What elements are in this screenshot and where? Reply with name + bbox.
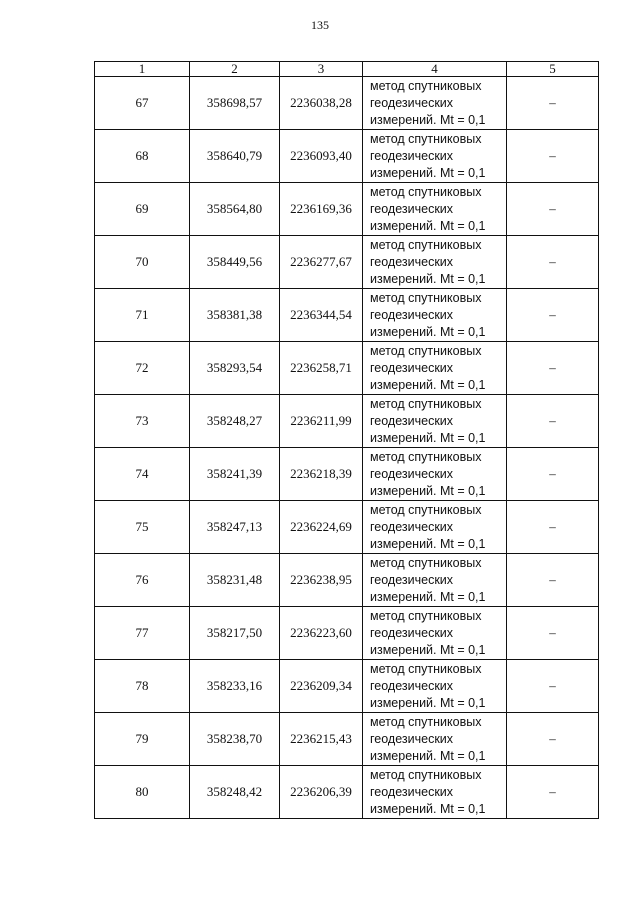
method-text-line: метод спутниковых: [370, 184, 482, 199]
method-text-line: метод спутниковых: [370, 78, 482, 93]
coordinates-table: [94, 61, 599, 819]
method-text-line: измерений. Mt = 0,1: [370, 483, 486, 498]
method-text-line: измерений. Mt = 0,1: [370, 218, 486, 233]
note-cell: –: [507, 130, 599, 183]
column-header-1: 1: [95, 62, 190, 77]
point-number-cell: 74: [95, 448, 190, 501]
column-header-4: 4: [363, 62, 507, 77]
point-number-cell: 71: [95, 289, 190, 342]
method-cell: [363, 289, 507, 342]
x-coordinate-cell: 358698,57: [190, 77, 280, 130]
column-header-2: 2: [190, 62, 280, 77]
method-text-line: геодезических: [370, 784, 454, 799]
table-row: [95, 395, 599, 448]
method-text-line: геодезических: [370, 413, 454, 428]
y-coordinate-cell: 2236093,40: [280, 130, 363, 183]
method-cell: [363, 183, 507, 236]
y-coordinate-cell: 2236169,36: [280, 183, 363, 236]
note-cell: –: [507, 236, 599, 289]
table-row: [95, 660, 599, 713]
method-text-line: метод спутниковых: [370, 661, 482, 676]
table-row: [95, 130, 599, 183]
x-coordinate-cell: 358217,50: [190, 607, 280, 660]
method-cell: [363, 607, 507, 660]
table-row: [95, 289, 599, 342]
method-cell: [363, 766, 507, 819]
y-coordinate-cell: 2236206,39: [280, 766, 363, 819]
method-cell: [363, 713, 507, 766]
point-number-cell: 75: [95, 501, 190, 554]
method-text-line: геодезических: [370, 201, 454, 216]
x-coordinate-cell: 358241,39: [190, 448, 280, 501]
x-coordinate-cell: 358238,70: [190, 713, 280, 766]
point-number-cell: 78: [95, 660, 190, 713]
note-cell: –: [507, 501, 599, 554]
y-coordinate-cell: 2236258,71: [280, 342, 363, 395]
note-cell: –: [507, 183, 599, 236]
note-cell: –: [507, 448, 599, 501]
note-cell: –: [507, 660, 599, 713]
note-cell: –: [507, 766, 599, 819]
x-coordinate-cell: 358640,79: [190, 130, 280, 183]
method-text-line: измерений. Mt = 0,1: [370, 430, 486, 445]
y-coordinate-cell: 2236209,34: [280, 660, 363, 713]
table-row: [95, 607, 599, 660]
column-header-3: 3: [280, 62, 363, 77]
method-text-line: геодезических: [370, 625, 454, 640]
method-text-line: геодезических: [370, 254, 454, 269]
method-text-line: метод спутниковых: [370, 131, 482, 146]
x-coordinate-cell: 358247,13: [190, 501, 280, 554]
point-number-cell: 80: [95, 766, 190, 819]
note-cell: –: [507, 713, 599, 766]
method-cell: [363, 660, 507, 713]
note-cell: –: [507, 607, 599, 660]
y-coordinate-cell: 2236238,95: [280, 554, 363, 607]
column-header-5: 5: [507, 62, 599, 77]
method-cell: [363, 342, 507, 395]
method-cell: [363, 554, 507, 607]
method-cell: [363, 448, 507, 501]
method-text-line: измерений. Mt = 0,1: [370, 536, 486, 551]
note-cell: –: [507, 289, 599, 342]
method-text-line: метод спутниковых: [370, 767, 482, 782]
method-text-line: геодезических: [370, 466, 454, 481]
point-number-cell: 76: [95, 554, 190, 607]
method-text-line: геодезических: [370, 572, 454, 587]
method-text-line: метод спутниковых: [370, 396, 482, 411]
method-text-line: измерений. Mt = 0,1: [370, 165, 486, 180]
method-text-line: метод спутниковых: [370, 237, 482, 252]
method-text-line: метод спутниковых: [370, 290, 482, 305]
method-cell: [363, 77, 507, 130]
note-cell: –: [507, 342, 599, 395]
method-text-line: измерений. Mt = 0,1: [370, 377, 486, 392]
point-number-cell: 68: [95, 130, 190, 183]
x-coordinate-cell: 358381,38: [190, 289, 280, 342]
x-coordinate-cell: 358293,54: [190, 342, 280, 395]
method-text-line: геодезических: [370, 148, 454, 163]
table-row: [95, 183, 599, 236]
page-number: 135: [311, 18, 329, 32]
method-text-line: измерений. Mt = 0,1: [370, 324, 486, 339]
y-coordinate-cell: 2236215,43: [280, 713, 363, 766]
header-row: [95, 62, 599, 77]
table-row: [95, 236, 599, 289]
table-row: [95, 554, 599, 607]
method-text-line: измерений. Mt = 0,1: [370, 695, 486, 710]
method-text-line: метод спутниковых: [370, 714, 482, 729]
y-coordinate-cell: 2236277,67: [280, 236, 363, 289]
method-text-line: метод спутниковых: [370, 449, 482, 464]
method-cell: [363, 130, 507, 183]
table-header: [95, 62, 599, 77]
x-coordinate-cell: 358248,27: [190, 395, 280, 448]
method-text-line: метод спутниковых: [370, 608, 482, 623]
point-number-cell: 77: [95, 607, 190, 660]
method-text-line: измерений. Mt = 0,1: [370, 642, 486, 657]
method-text-line: метод спутниковых: [370, 343, 482, 358]
table-row: [95, 448, 599, 501]
method-text-line: геодезических: [370, 519, 454, 534]
y-coordinate-cell: 2236224,69: [280, 501, 363, 554]
table-row: [95, 501, 599, 554]
method-text-line: измерений. Mt = 0,1: [370, 589, 486, 604]
table-body: [95, 77, 599, 819]
x-coordinate-cell: 358564,80: [190, 183, 280, 236]
point-number-cell: 70: [95, 236, 190, 289]
method-cell: [363, 395, 507, 448]
method-text-line: геодезических: [370, 360, 454, 375]
point-number-cell: 69: [95, 183, 190, 236]
y-coordinate-cell: 2236038,28: [280, 77, 363, 130]
note-cell: –: [507, 395, 599, 448]
method-text-line: геодезических: [370, 307, 454, 322]
method-cell: [363, 501, 507, 554]
point-number-cell: 73: [95, 395, 190, 448]
method-text-line: геодезических: [370, 95, 454, 110]
method-text-line: измерений. Mt = 0,1: [370, 112, 486, 127]
method-text-line: метод спутниковых: [370, 555, 482, 570]
table-row: [95, 766, 599, 819]
y-coordinate-cell: 2236218,39: [280, 448, 363, 501]
point-number-cell: 79: [95, 713, 190, 766]
y-coordinate-cell: 2236223,60: [280, 607, 363, 660]
table-row: [95, 713, 599, 766]
method-text-line: измерений. Mt = 0,1: [370, 801, 486, 816]
method-text-line: геодезических: [370, 731, 454, 746]
x-coordinate-cell: 358449,56: [190, 236, 280, 289]
x-coordinate-cell: 358233,16: [190, 660, 280, 713]
method-text-line: метод спутниковых: [370, 502, 482, 517]
x-coordinate-cell: 358231,48: [190, 554, 280, 607]
note-cell: –: [507, 554, 599, 607]
table-row: [95, 77, 599, 130]
point-number-cell: 67: [95, 77, 190, 130]
method-text-line: геодезических: [370, 678, 454, 693]
method-text-line: измерений. Mt = 0,1: [370, 271, 486, 286]
y-coordinate-cell: 2236211,99: [280, 395, 363, 448]
y-coordinate-cell: 2236344,54: [280, 289, 363, 342]
table-row: [95, 342, 599, 395]
method-cell: [363, 236, 507, 289]
method-text-line: измерений. Mt = 0,1: [370, 748, 486, 763]
point-number-cell: 72: [95, 342, 190, 395]
note-cell: –: [507, 77, 599, 130]
x-coordinate-cell: 358248,42: [190, 766, 280, 819]
